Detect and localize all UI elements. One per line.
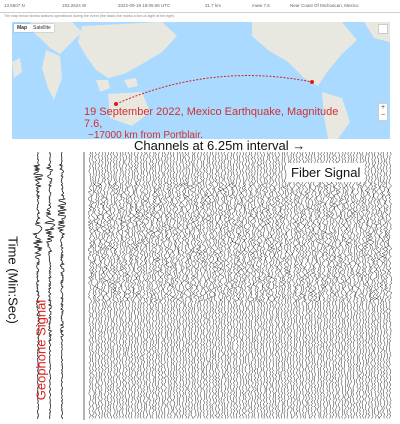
fiber-trace <box>346 152 350 419</box>
fiber-trace <box>136 152 140 419</box>
fiber-trace <box>355 152 358 419</box>
fiber-trace <box>163 152 167 419</box>
fiber-trace <box>256 152 260 419</box>
seismic-traces <box>26 152 394 420</box>
fiber-trace <box>112 152 115 419</box>
fiber-trace <box>301 152 305 419</box>
fiber-trace <box>373 152 377 419</box>
fiber-trace <box>100 152 104 419</box>
fiber-trace <box>106 152 110 419</box>
fiber-trace <box>319 152 323 419</box>
fiber-trace <box>370 152 374 419</box>
fiber-trace <box>316 152 319 419</box>
fiber-trace <box>202 152 206 419</box>
time-axis-label <box>3 215 23 345</box>
map-type-satellite[interactable]: Satellite <box>33 25 51 31</box>
fiber-trace <box>250 152 254 419</box>
fiber-trace <box>178 152 182 419</box>
fiber-trace <box>388 152 392 419</box>
fiber-trace <box>376 152 380 419</box>
info-magnitude: mww 7.6 <box>252 3 270 8</box>
map-type-map[interactable]: Map <box>17 25 27 31</box>
event-caption <box>84 106 356 142</box>
fiber-trace <box>154 152 158 419</box>
fiber-trace <box>133 152 137 419</box>
caption-line-1: 19 September 2022, Mexico Earthquake, Magnitude 7.6, <box>84 106 339 130</box>
channels-label: Channels at 6.25m interval → <box>134 138 306 153</box>
fiber-trace <box>307 152 311 419</box>
fiber-trace <box>349 152 353 419</box>
fiber-trace <box>268 152 272 419</box>
fiber-trace <box>277 152 280 419</box>
info-longitude: 183.2624 W <box>62 3 87 8</box>
fiber-trace <box>166 152 170 419</box>
fiber-trace <box>241 152 244 419</box>
geophone-text: Geophone Signal <box>33 299 49 401</box>
fiber-trace <box>208 152 211 419</box>
fiber-trace <box>196 152 200 419</box>
fiber-trace <box>274 152 278 419</box>
fiber-trace <box>379 152 383 419</box>
fiber-trace <box>352 152 356 419</box>
fiber-trace <box>364 152 368 419</box>
fiber-trace <box>337 152 341 419</box>
zoom-in-icon[interactable]: + <box>380 104 386 111</box>
map-type-control[interactable] <box>14 24 54 32</box>
fiber-trace <box>280 152 284 419</box>
fiber-trace <box>175 152 179 419</box>
fiber-trace <box>124 152 127 419</box>
fiber-trace <box>229 152 233 419</box>
fiber-trace <box>121 152 125 419</box>
fiber-trace <box>310 152 314 419</box>
caption-line-2: ~17000 km from Portblair. <box>88 130 203 141</box>
fiber-trace <box>322 152 326 419</box>
fiber-trace <box>253 152 256 419</box>
fiber-trace <box>289 152 293 419</box>
fiber-trace <box>325 152 329 419</box>
fiber-trace <box>199 152 203 419</box>
fiber-trace <box>358 152 362 419</box>
fiber-trace <box>88 152 92 419</box>
info-latitude: 13.5607 N <box>4 3 25 8</box>
fiber-trace <box>331 152 334 419</box>
zoom-control[interactable] <box>378 103 388 121</box>
fiber-trace <box>247 152 251 419</box>
fiber-trace <box>217 152 221 419</box>
fiber-trace <box>361 152 365 419</box>
fiber-trace <box>109 152 113 419</box>
geophone-label <box>32 280 50 420</box>
fiber-trace <box>181 152 185 419</box>
fiber-trace <box>259 152 263 419</box>
fiber-trace <box>145 152 149 419</box>
fiber-trace <box>184 152 188 419</box>
fiber-trace <box>283 152 287 419</box>
fiber-trace <box>295 152 299 419</box>
fiber-signal-label: Fiber Signal <box>287 163 364 182</box>
fiber-trace <box>304 152 308 419</box>
fiber-trace <box>205 152 209 419</box>
fiber-trace <box>220 152 224 419</box>
fiber-trace <box>313 152 317 419</box>
fiber-trace <box>223 152 227 419</box>
info-depth: 31.7 km <box>205 3 222 8</box>
fiber-trace <box>244 152 247 419</box>
fiber-trace <box>340 152 344 419</box>
fiber-trace <box>130 152 134 419</box>
fullscreen-icon[interactable] <box>378 24 388 34</box>
fiber-trace <box>334 152 338 419</box>
event-info-bar <box>0 0 400 13</box>
fiber-trace <box>286 152 290 419</box>
fiber-trace <box>148 152 152 419</box>
fiber-trace <box>157 152 161 419</box>
geophone-trace <box>58 152 66 419</box>
fiber-trace <box>127 152 131 419</box>
fiber-trace <box>142 152 146 419</box>
fiber-trace <box>160 152 164 419</box>
info-location: Near Coast Of Michoacan, Mexico <box>290 3 359 8</box>
fiber-trace <box>190 152 193 419</box>
fiber-trace <box>211 152 215 419</box>
fiber-trace <box>187 152 191 419</box>
fiber-trace <box>115 152 119 419</box>
info-datetime: 2022-09-19 18:05:06 UTC <box>118 3 171 8</box>
fiber-trace <box>214 152 217 419</box>
map-note: The map below shows stations operational during the event (the black line marks a line-of-sight at the right) <box>4 14 175 18</box>
fiber-trace <box>103 152 107 419</box>
zoom-out-icon[interactable]: − <box>380 112 386 119</box>
fiber-trace <box>367 152 371 419</box>
time-axis-text: Time (Min:Sec) <box>5 236 21 324</box>
